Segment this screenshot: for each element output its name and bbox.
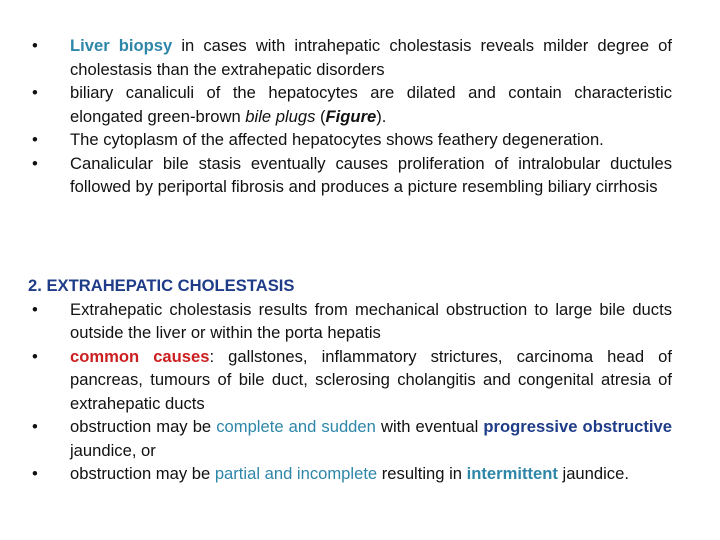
- bullet-complete-obstruction: [28, 415, 672, 462]
- extrahepatic-section: [28, 274, 672, 486]
- bile-plugs-term: bile plugs: [245, 106, 316, 126]
- bullet-canalicular-stasis: [28, 152, 672, 199]
- bullet-marker: •: [32, 83, 38, 102]
- intermittent-term: intermittent: [466, 464, 558, 483]
- bullet-partial-obstruction: [28, 462, 672, 486]
- bullet-common-causes: [28, 345, 672, 416]
- common-causes-term: common causes: [70, 346, 210, 366]
- bullet-marker: •: [32, 36, 38, 55]
- bullet-text: jaundice.: [557, 464, 629, 483]
- bullet-text: resulting in: [377, 464, 467, 483]
- bullet-marker: •: [32, 346, 38, 366]
- bullet-marker: •: [32, 299, 38, 319]
- bullet-liver-biopsy: [28, 34, 672, 81]
- bullet-text: Canalicular bile stasis eventually causes proliferation of intralobular ductules followed by periportal fibrosis and produces a picture resembling biliary cirrhosis: [70, 153, 672, 196]
- bullet-text: The cytoplasm of the affected hepatocytes shows feathery degeneration.: [70, 130, 604, 149]
- bullet-text: jaundice, or: [70, 440, 156, 460]
- bullet-text: (: [315, 106, 326, 126]
- bullet-marker: •: [32, 417, 38, 436]
- bullet-cytoplasm: [28, 128, 672, 152]
- liver-biopsy-term: Liver biopsy: [70, 36, 173, 55]
- bullet-text: ).: [376, 106, 387, 126]
- complete-sudden-highlight: complete and sudden: [216, 417, 376, 436]
- bullet-marker: •: [32, 153, 38, 173]
- progressive-obstructive-term: progressive obstructive: [483, 417, 672, 436]
- bullet-text: : gallstones, inflammatory strictures, carcinoma head of pancreas, tumours of bile duct, sclerosing cholangitis and congenital atresia of extrahepatic ducts: [70, 346, 672, 413]
- bullet-text: biliary canaliculi of the hepatocytes are dilated and contain characteristic elongated green-brown: [70, 83, 672, 126]
- bullet-marker: •: [32, 130, 38, 149]
- bullet-text: obstruction may be: [70, 464, 215, 483]
- bullet-text: with eventual: [375, 417, 484, 436]
- partial-incomplete-highlight: partial and incomplete: [214, 464, 378, 483]
- bullet-text: obstruction may be: [70, 417, 217, 436]
- bullet-mechanical-obstruction: [28, 298, 672, 345]
- bullet-marker: •: [32, 464, 38, 483]
- bullet-text: Extrahepatic cholestasis results from mechanical obstruction to large bile ducts outside the liver or within the porta hepatis: [70, 299, 672, 342]
- bullet-text: in cases with intrahepatic cholestasis reveals milder degree of cholestasis than the extrahepatic disorders: [70, 36, 672, 79]
- section-heading: 2. EXTRAHEPATIC CHOLESTASIS: [28, 276, 295, 295]
- intrahepatic-findings-list: [28, 34, 672, 199]
- figure-ref: Figure: [325, 106, 377, 126]
- bullet-biliary-canaliculi: [28, 81, 672, 128]
